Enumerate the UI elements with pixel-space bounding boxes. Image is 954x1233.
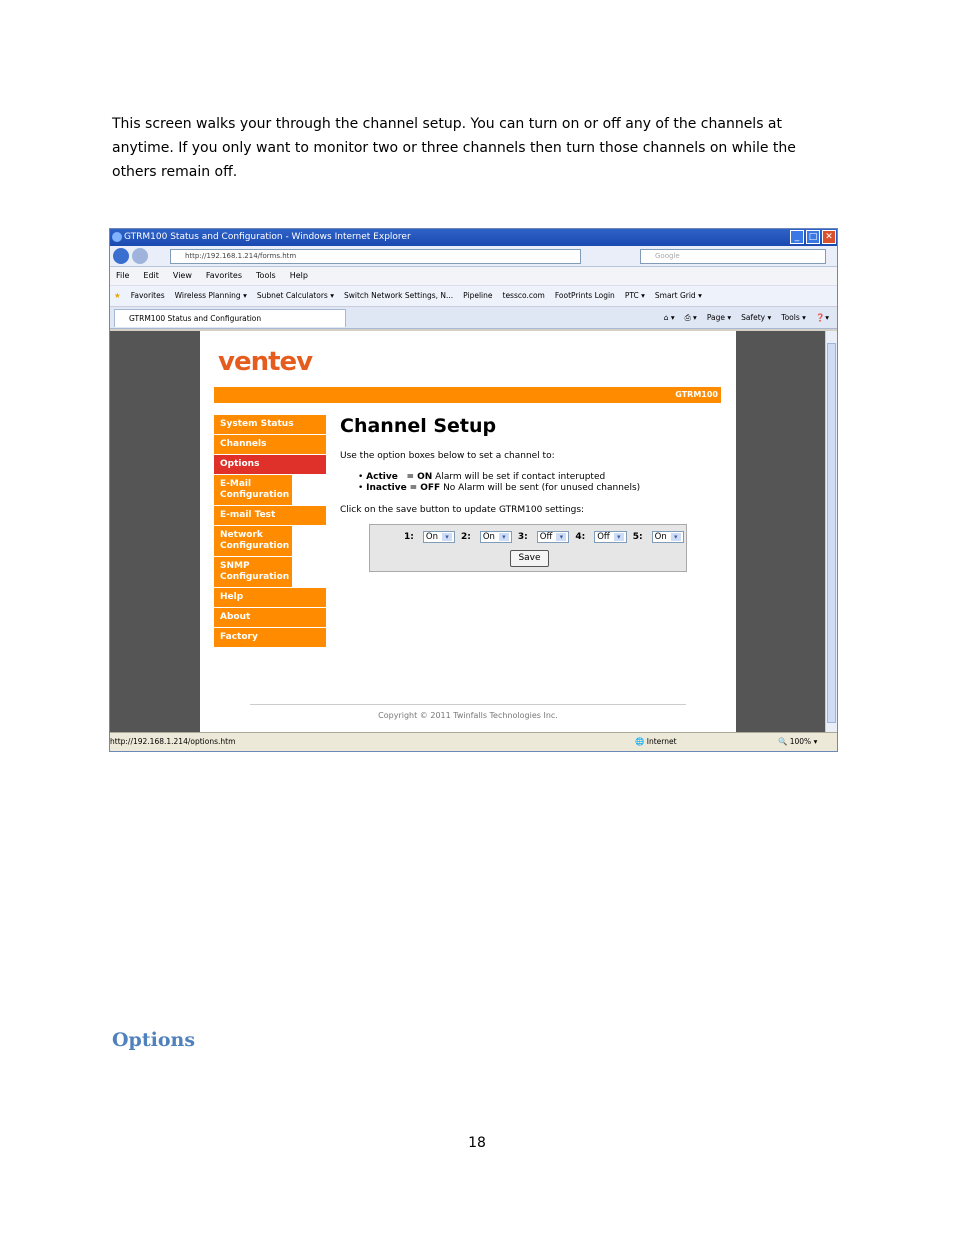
- page-number: 18: [468, 1135, 486, 1151]
- status-url: http://192.168.1.214/options.htm: [110, 737, 236, 746]
- channel-4-select[interactable]: Off ▾: [594, 531, 627, 543]
- back-icon[interactable]: [113, 248, 129, 264]
- browser-viewport: [110, 331, 837, 735]
- tools-menu[interactable]: Tools ▾: [781, 313, 806, 322]
- intro-line-1: This screen walks your through the channel setup. You can turn on or off any of the channels at: [112, 116, 783, 132]
- channel-3-select[interactable]: Off ▾: [537, 531, 570, 543]
- copyright-text: Copyright © 2011 Twinfalls Technologies Inc.: [378, 711, 558, 720]
- menu-edit[interactable]: Edit: [143, 271, 159, 280]
- menu-help[interactable]: Help: [289, 271, 308, 280]
- channel-1-label: 1:: [404, 532, 414, 542]
- vertical-scrollbar[interactable]: [825, 331, 837, 735]
- safety-menu[interactable]: Safety ▾: [741, 313, 772, 322]
- nav-help[interactable]: Help: [214, 588, 326, 607]
- channel-5-label: 5:: [632, 532, 643, 542]
- maximize-icon[interactable]: □: [806, 230, 820, 244]
- channel-selectors: [404, 531, 684, 543]
- menu-file[interactable]: File: [116, 271, 130, 280]
- fav-item[interactable]: tessco.com: [502, 291, 545, 300]
- ie-icon: [112, 232, 122, 242]
- chevron-down-icon: ▾: [499, 533, 509, 541]
- home-icon[interactable]: ⌂ ▾: [663, 313, 675, 322]
- tab-gtrm100[interactable]: GTRM100 Status and Configuration: [114, 309, 346, 327]
- inactive-text: No Alarm will be sent (for unused channels): [443, 483, 641, 493]
- footer-divider: [250, 704, 686, 705]
- star-icon[interactable]: ★: [114, 291, 121, 300]
- fav-item[interactable]: Smart Grid ▾: [654, 291, 702, 300]
- browser-screenshot: [109, 228, 838, 752]
- nav-factory[interactable]: Factory: [214, 628, 326, 647]
- chevron-down-icon: ▾: [671, 533, 681, 541]
- active-eq: = ON: [406, 472, 433, 482]
- globe-icon: 🌐: [635, 737, 645, 746]
- window-controls: [790, 230, 836, 244]
- intro-paragraph: [112, 112, 822, 184]
- status-bar: [110, 732, 837, 751]
- channel-2-label: 2:: [460, 532, 471, 542]
- fav-item[interactable]: Switch Network Settings, N...: [343, 291, 454, 300]
- intro-line-3: others remain off.: [112, 164, 238, 180]
- nav-about[interactable]: About: [214, 608, 326, 627]
- status-zone: 🌐 Internet: [635, 737, 677, 746]
- header-banner: GTRM100: [214, 387, 721, 403]
- channel-3-label: 3:: [517, 532, 528, 542]
- save-button[interactable]: Save: [510, 550, 549, 567]
- address-input[interactable]: http://192.168.1.214/forms.htm: [170, 249, 581, 264]
- bullet-active: • Active = ON Alarm will be set if contact interupted: [358, 472, 606, 482]
- fav-item[interactable]: Pipeline: [463, 291, 493, 300]
- fav-item[interactable]: Favorites: [130, 291, 165, 300]
- nav-system-status[interactable]: System Status: [214, 415, 326, 434]
- nav-email-configuration[interactable]: E-Mail Configuration: [214, 475, 292, 505]
- address-toolbar: [110, 246, 837, 267]
- channel-options-box: [369, 524, 687, 572]
- nav-network-configuration[interactable]: Network Configuration: [214, 526, 292, 556]
- save-instruction: Click on the save button to update GTRM100 settings:: [340, 505, 585, 515]
- fav-item[interactable]: FootPrints Login: [554, 291, 615, 300]
- active-text: Alarm will be set if contact interupted: [435, 472, 606, 482]
- fav-item[interactable]: PTC ▾: [624, 291, 645, 300]
- nav-channels[interactable]: Channels: [214, 435, 326, 454]
- help-icon[interactable]: ❓▾: [815, 313, 829, 322]
- forward-icon[interactable]: [132, 248, 148, 264]
- chevron-down-icon: ▾: [556, 533, 566, 541]
- menu-bar: [110, 267, 837, 286]
- menu-favorites[interactable]: Favorites: [205, 271, 243, 280]
- menu-tools[interactable]: Tools: [256, 271, 276, 280]
- section-heading: Options: [112, 1029, 196, 1051]
- chevron-down-icon: ▾: [442, 533, 452, 541]
- page-menu[interactable]: Page ▾: [706, 313, 732, 322]
- minimize-icon[interactable]: _: [790, 230, 804, 244]
- channel-4-label: 4:: [575, 532, 586, 542]
- close-icon[interactable]: ✕: [822, 230, 836, 244]
- active-term: Active: [366, 472, 398, 482]
- search-input[interactable]: Google: [640, 249, 826, 264]
- zoom-control[interactable]: 🔍 100% ▾: [778, 737, 818, 746]
- nav-options[interactable]: Options: [214, 455, 326, 474]
- menu-view[interactable]: View: [172, 271, 192, 280]
- nav-snmp-configuration[interactable]: SNMP Configuration: [214, 557, 292, 587]
- print-icon[interactable]: ⎙ ▾: [684, 313, 697, 322]
- site-sidebar: [214, 415, 326, 648]
- favorites-bar: [110, 286, 837, 307]
- inactive-term: Inactive: [366, 483, 407, 493]
- instruction-text: Use the option boxes below to set a channel to:: [340, 451, 555, 461]
- chevron-down-icon: ▾: [614, 533, 624, 541]
- page-title: Channel Setup: [340, 415, 497, 437]
- command-bar: [664, 307, 829, 328]
- intro-line-2: anytime. If you only want to monitor two or three channels then turn those channels on while the: [112, 140, 796, 156]
- inactive-eq: = OFF: [409, 483, 441, 493]
- channel-5-select[interactable]: On ▾: [652, 531, 684, 543]
- bullet-inactive: • Inactive = OFF No Alarm will be sent (for unused channels): [358, 483, 641, 493]
- window-title: GTRM100 Status and Configuration - Windows Internet Explorer: [124, 232, 411, 242]
- channel-2-select[interactable]: On ▾: [480, 531, 512, 543]
- fav-item[interactable]: Subnet Calculators ▾: [256, 291, 334, 300]
- tab-bar: [110, 307, 837, 329]
- ventev-logo: ventev: [218, 347, 313, 377]
- web-page: [200, 331, 736, 735]
- scrollbar-thumb[interactable]: [827, 343, 836, 723]
- window-titlebar: [110, 229, 837, 246]
- nav-email-test[interactable]: E-mail Test: [214, 506, 326, 525]
- channel-1-select[interactable]: On ▾: [423, 531, 455, 543]
- zoom-icon: 🔍: [778, 737, 788, 746]
- fav-item[interactable]: Wireless Planning ▾: [174, 291, 247, 300]
